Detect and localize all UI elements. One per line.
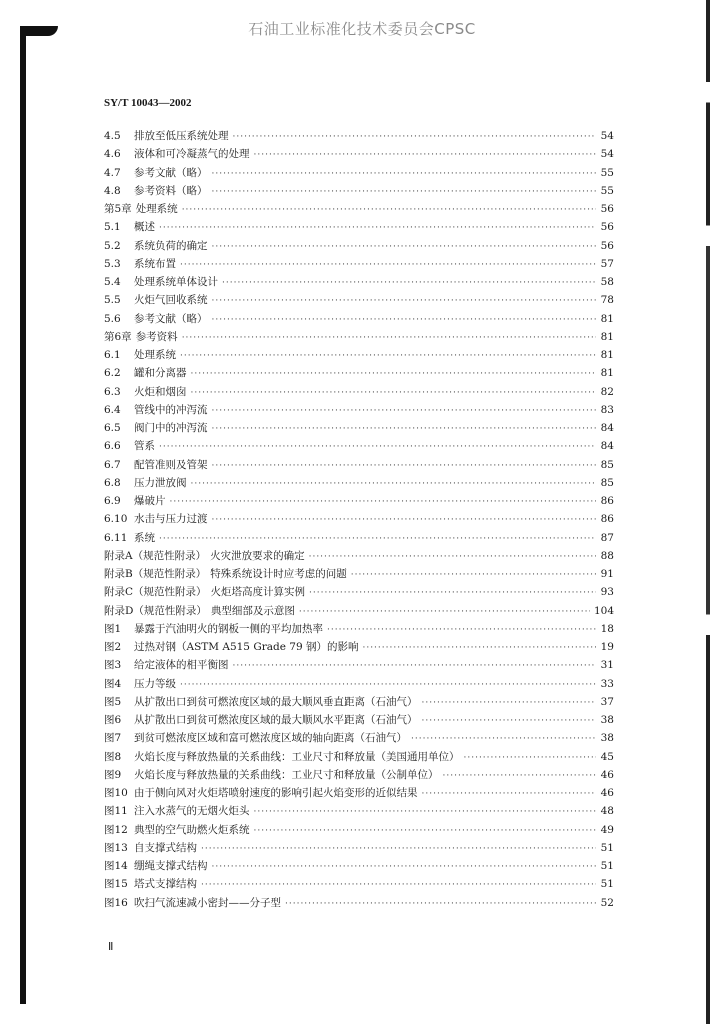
toc-leader-dots	[191, 388, 597, 398]
toc-entry-page: 38	[600, 714, 614, 726]
toc-entry-page: 46	[600, 768, 614, 781]
toc-leader-dots	[191, 369, 597, 379]
toc-entry-title: 绷绳支撑式结构	[134, 860, 208, 872]
toc-entry-page: 54	[600, 148, 614, 161]
toc-entry-number: 6.11	[104, 531, 128, 544]
toc-entry-page: 104	[593, 604, 614, 617]
toc-entry-page: 55	[600, 166, 614, 179]
toc-entry-page: 81	[600, 312, 614, 325]
toc-entry-number: 图6	[104, 714, 122, 726]
toc-entry-number: 图2	[104, 641, 122, 653]
toc-leader-dots	[422, 698, 597, 708]
toc-leader-dots	[309, 552, 596, 562]
toc-entry-number: 6.9	[104, 495, 121, 507]
toc-entry-number: 6.7	[104, 458, 121, 471]
toc-entry	[104, 238, 614, 256]
toc-entry	[104, 548, 614, 566]
toc-entry-number: 4.6	[104, 148, 121, 161]
toc-entry-page: 18	[600, 622, 614, 635]
toc-entry-number: 附录D（规范性附录）	[104, 604, 207, 617]
toc-entry-title: 塔式支撑结构	[134, 878, 197, 891]
toc-leader-dots	[212, 315, 597, 325]
toc-entry-page: 37	[600, 695, 614, 708]
scan-edge-right	[706, 0, 710, 1024]
toc-entry-page: 81	[600, 349, 614, 361]
toc-entry-page: 83	[600, 403, 614, 416]
toc-leader-dots	[254, 150, 597, 160]
toc-entry	[104, 347, 614, 365]
toc-entry	[104, 730, 614, 748]
toc-leader-dots	[212, 862, 597, 872]
toc-entry-number: 图15	[104, 878, 128, 891]
toc-entry-title: 从扩散出口到贫可燃浓度区域的最大顺风垂直距离（石油气）	[134, 695, 418, 708]
toc-entry-page: 55	[600, 184, 614, 197]
toc-entry-page: 58	[600, 276, 614, 288]
toc-leader-dots	[351, 570, 596, 580]
toc-entry	[104, 803, 614, 821]
toc-leader-dots	[159, 223, 596, 233]
toc-entry-number: 图1	[104, 622, 122, 635]
toc-entry	[104, 822, 614, 840]
toc-entry-title: 处理系统单体设计	[134, 276, 218, 288]
toc-entry-number: 图4	[104, 677, 122, 690]
toc-leader-dots	[212, 169, 597, 179]
toc-entry-number: 4.8	[104, 184, 121, 197]
toc-leader-dots	[212, 296, 597, 306]
toc-entry-number: 附录C（规范性附录）	[104, 586, 207, 599]
toc-entry-page: 51	[600, 878, 614, 891]
toc-entry	[104, 219, 614, 237]
toc-entry-number: 图3	[104, 659, 122, 672]
toc-entry-title: 配管准则及管架	[134, 458, 208, 471]
toc-entry-page: 57	[600, 257, 614, 270]
watermark: 石油工业标准化技术委员会CPSC	[248, 20, 476, 38]
toc-entry-page: 52	[600, 896, 614, 909]
toc-leader-dots	[285, 899, 596, 909]
toc-entry	[104, 365, 614, 383]
toc-entry-page: 81	[600, 330, 614, 343]
toc-leader-dots	[233, 132, 597, 142]
toc-entry-number: 第6章	[104, 330, 132, 343]
toc-leader-dots	[201, 844, 596, 854]
toc-entry-title: 参考文献（略）	[134, 166, 208, 179]
toc-entry-number: 5.4	[104, 276, 121, 288]
toc-entry-number: 图11	[104, 805, 128, 818]
toc-entry-number: 5.6	[104, 312, 121, 325]
toc-entry-title: 罐和分离器	[134, 367, 187, 380]
toc-entry-page: 85	[600, 476, 614, 489]
toc-entry-title: 注入水蒸气的无烟火炬头	[134, 805, 250, 818]
toc-entry	[104, 438, 614, 456]
toc-entry-number: 附录A（规范性附录）	[104, 549, 207, 562]
toc-entry-page: 84	[600, 422, 614, 434]
toc-entry-page: 31	[600, 659, 614, 672]
toc-entry	[104, 657, 614, 675]
toc-entry-title: 到贫可燃浓度区域和富可燃浓度区域的轴向距离（石油气）	[134, 732, 407, 745]
toc-leader-dots	[159, 442, 596, 452]
toc-entry	[104, 621, 614, 639]
toc-entry-title: 典型细部及示意图	[210, 604, 295, 617]
toc-leader-dots	[212, 187, 597, 197]
toc-entry	[104, 402, 614, 420]
toc-entry-page: 86	[600, 495, 614, 507]
toc-entry	[104, 493, 614, 511]
toc-entry-number: 图7	[104, 732, 122, 745]
toc-entry-page: 93	[600, 586, 614, 599]
toc-entry-title: 参考文献（略）	[134, 312, 208, 325]
toc-entry-page: 81	[600, 367, 614, 380]
toc-entry-title: 从扩散出口到贫可燃浓度区域的最大顺风水平距离（石油气）	[134, 714, 418, 726]
toc-entry-page: 88	[600, 549, 614, 562]
toc-entry-page: 48	[600, 805, 614, 818]
toc-entry	[104, 785, 614, 803]
toc-entry-page: 91	[600, 568, 614, 580]
toc-entry-page: 87	[600, 531, 614, 544]
toc-entry-title: 系统布置	[134, 257, 176, 270]
toc-entry-title: 参考资料	[135, 330, 178, 343]
toc-entry	[104, 274, 614, 292]
toc-leader-dots	[411, 734, 596, 744]
toc-entry-title: 管线中的冲泻流	[134, 403, 208, 416]
toc-entry	[104, 840, 614, 858]
toc-entry-number: 5.2	[104, 239, 121, 252]
toc-entry-number: 6.10	[104, 513, 128, 526]
toc-entry-page: 33	[600, 677, 614, 690]
toc-entry-page: 78	[600, 294, 614, 307]
toc-entry-number: 图8	[104, 750, 122, 763]
toc-entry-number: 6.4	[104, 403, 121, 416]
toc-entry-page: 38	[600, 732, 614, 745]
toc-entry-title: 阀门中的冲泻流	[134, 422, 208, 434]
toc-leader-dots	[212, 424, 597, 434]
toc-entry-title: 管系	[134, 440, 155, 453]
toc-entry	[104, 876, 614, 894]
toc-entry	[104, 384, 614, 402]
toc-entry-title: 自支撑式结构	[134, 841, 197, 854]
toc-entry-title: 排放至低压系统处理	[134, 130, 229, 142]
toc-entry-page: 85	[600, 458, 614, 471]
toc-entry-page: 84	[600, 440, 614, 453]
toc-entry-number: 第5章	[104, 203, 132, 215]
toc-entry-number: 4.7	[104, 166, 121, 179]
toc-entry-page: 51	[600, 841, 614, 854]
toc-leader-dots	[212, 461, 597, 471]
toc-entry-number: 图9	[104, 768, 122, 781]
toc-entry	[104, 329, 614, 347]
toc-entry	[104, 639, 614, 657]
toc-leader-dots	[222, 278, 596, 288]
toc-leader-dots	[464, 753, 597, 763]
toc-entry-number: 图10	[104, 787, 128, 799]
toc-entry-number: 5.1	[104, 221, 121, 234]
toc-entry-number: 5.5	[104, 294, 121, 307]
toc-entry-page: 54	[600, 130, 614, 142]
toc-leader-dots	[159, 534, 596, 544]
toc-entry-title: 由于侧向风对火炬塔喷射速度的影响引起火焰变形的近似结果	[134, 787, 418, 799]
toc-leader-dots	[212, 515, 597, 525]
toc-leader-dots	[233, 661, 597, 671]
toc-entry-number: 6.5	[104, 422, 121, 434]
toc-entry	[104, 146, 614, 164]
toc-leader-dots	[362, 643, 596, 653]
toc-entry-title: 压力泄放阀	[134, 476, 187, 489]
toc-entry-title: 系统	[134, 531, 155, 544]
toc-entry	[104, 566, 614, 584]
toc-entry	[104, 694, 614, 712]
toc-entry-title: 处理系统	[134, 349, 176, 361]
toc-entry	[104, 712, 614, 730]
toc-entry	[104, 128, 614, 146]
toc-entry-page: 45	[600, 750, 614, 763]
toc-entry	[104, 475, 614, 493]
toc-entry-title: 火焰长度与释放热量的关系曲线：工业尺寸和释放量（美国通用单位）	[134, 750, 460, 763]
toc-entry	[104, 511, 614, 529]
toc-entry	[104, 895, 614, 913]
toc-entry-page: 82	[600, 385, 614, 398]
toc-entry	[104, 858, 614, 876]
toc-entry	[104, 420, 614, 438]
toc-leader-dots	[309, 588, 596, 598]
toc-entry-title: 给定液体的相平衡图	[134, 659, 229, 672]
scan-edge-left	[20, 30, 26, 1004]
toc-leader-dots	[443, 771, 597, 781]
toc-entry-title: 特殊系统设计时应考虑的问题	[210, 568, 347, 580]
toc-entry	[104, 183, 614, 201]
toc-entry	[104, 603, 614, 621]
toc-entry-number: 图13	[104, 841, 128, 854]
toc-entry-title: 火焰长度与释放热量的关系曲线：工业尺寸和释放量（公制单位）	[134, 768, 439, 781]
toc-entry	[104, 457, 614, 475]
toc-entry-number: 6.6	[104, 440, 121, 453]
toc-leader-dots	[201, 880, 596, 890]
toc-leader-dots	[180, 351, 596, 361]
toc-leader-dots	[212, 406, 597, 416]
toc-entry-number: 图5	[104, 695, 122, 708]
toc-entry-page: 46	[600, 787, 614, 799]
toc-entry	[104, 311, 614, 329]
toc-entry-number: 图14	[104, 860, 128, 872]
toc-entry	[104, 749, 614, 767]
toc-leader-dots	[254, 826, 597, 836]
toc-entry-title: 过热对钢（ASTM A515 Grade 79 钢）的影响	[134, 641, 359, 653]
standard-code: SY/T 10043—2002	[104, 97, 192, 109]
toc-entry-page: 19	[600, 641, 614, 653]
toc-entry-title: 吹扫气流速减小密封——分子型	[134, 896, 281, 909]
toc-entry-page: 49	[600, 823, 614, 836]
toc-entry-number: 图12	[104, 823, 128, 836]
toc-entry	[104, 767, 614, 785]
toc-entry-page: 56	[600, 203, 614, 215]
toc-leader-dots	[191, 479, 597, 489]
toc-entry-title: 处理系统	[135, 203, 178, 215]
toc-entry	[104, 676, 614, 694]
toc-entry-title: 火灾泄放要求的确定	[210, 549, 305, 562]
toc-entry-number: 6.8	[104, 476, 121, 489]
toc-leader-dots	[422, 789, 597, 799]
toc-entry	[104, 201, 614, 219]
toc-entry-title: 水击与压力过渡	[134, 513, 208, 526]
toc-entry-title: 火炬塔高度计算实例	[210, 586, 306, 599]
toc-leader-dots	[180, 260, 596, 270]
toc-entry-page: 86	[600, 513, 614, 526]
toc-leader-dots	[299, 607, 590, 617]
toc-entry-title: 火炬气回收系统	[134, 294, 208, 307]
toc-entry-number: 4.5	[104, 130, 121, 142]
toc-leader-dots	[180, 680, 596, 690]
toc-entry	[104, 530, 614, 548]
toc-entry-title: 概述	[134, 221, 155, 234]
toc-leader-dots	[182, 205, 596, 215]
toc-leader-dots	[254, 807, 597, 817]
toc-entry-number: 图16	[104, 896, 128, 909]
toc-leader-dots	[182, 333, 596, 343]
toc-entry-number: 6.1	[104, 349, 121, 361]
toc-entry-number: 6.2	[104, 367, 121, 380]
page-number: Ⅱ	[108, 941, 114, 953]
toc-entry-number: 5.3	[104, 257, 121, 270]
table-of-contents	[104, 128, 614, 913]
toc-entry	[104, 165, 614, 183]
toc-entry-page: 51	[600, 860, 614, 872]
toc-entry-title: 参考资料（略）	[134, 184, 208, 197]
toc-leader-dots	[212, 242, 597, 252]
toc-entry-title: 液体和可冷凝蒸气的处理	[134, 148, 250, 161]
toc-entry-title: 爆破片	[134, 495, 166, 507]
toc-entry-title: 典型的空气助燃火炬系统	[134, 823, 250, 836]
toc-entry-title: 系统负荷的确定	[134, 239, 208, 252]
toc-entry	[104, 292, 614, 310]
toc-leader-dots	[327, 625, 596, 635]
toc-entry-page: 56	[600, 239, 614, 252]
toc-leader-dots	[170, 497, 597, 507]
toc-entry-page: 56	[600, 221, 614, 234]
toc-entry	[104, 584, 614, 602]
toc-entry-title: 火炬和烟囱	[134, 385, 187, 398]
toc-entry-title: 压力等级	[134, 677, 176, 690]
toc-entry-number: 附录B（规范性附录）	[104, 568, 207, 580]
toc-entry	[104, 256, 614, 274]
toc-entry-number: 6.3	[104, 385, 121, 398]
toc-entry-title: 暴露于汽油明火的钢板一侧的平均加热率	[134, 622, 323, 635]
toc-leader-dots	[422, 716, 597, 726]
